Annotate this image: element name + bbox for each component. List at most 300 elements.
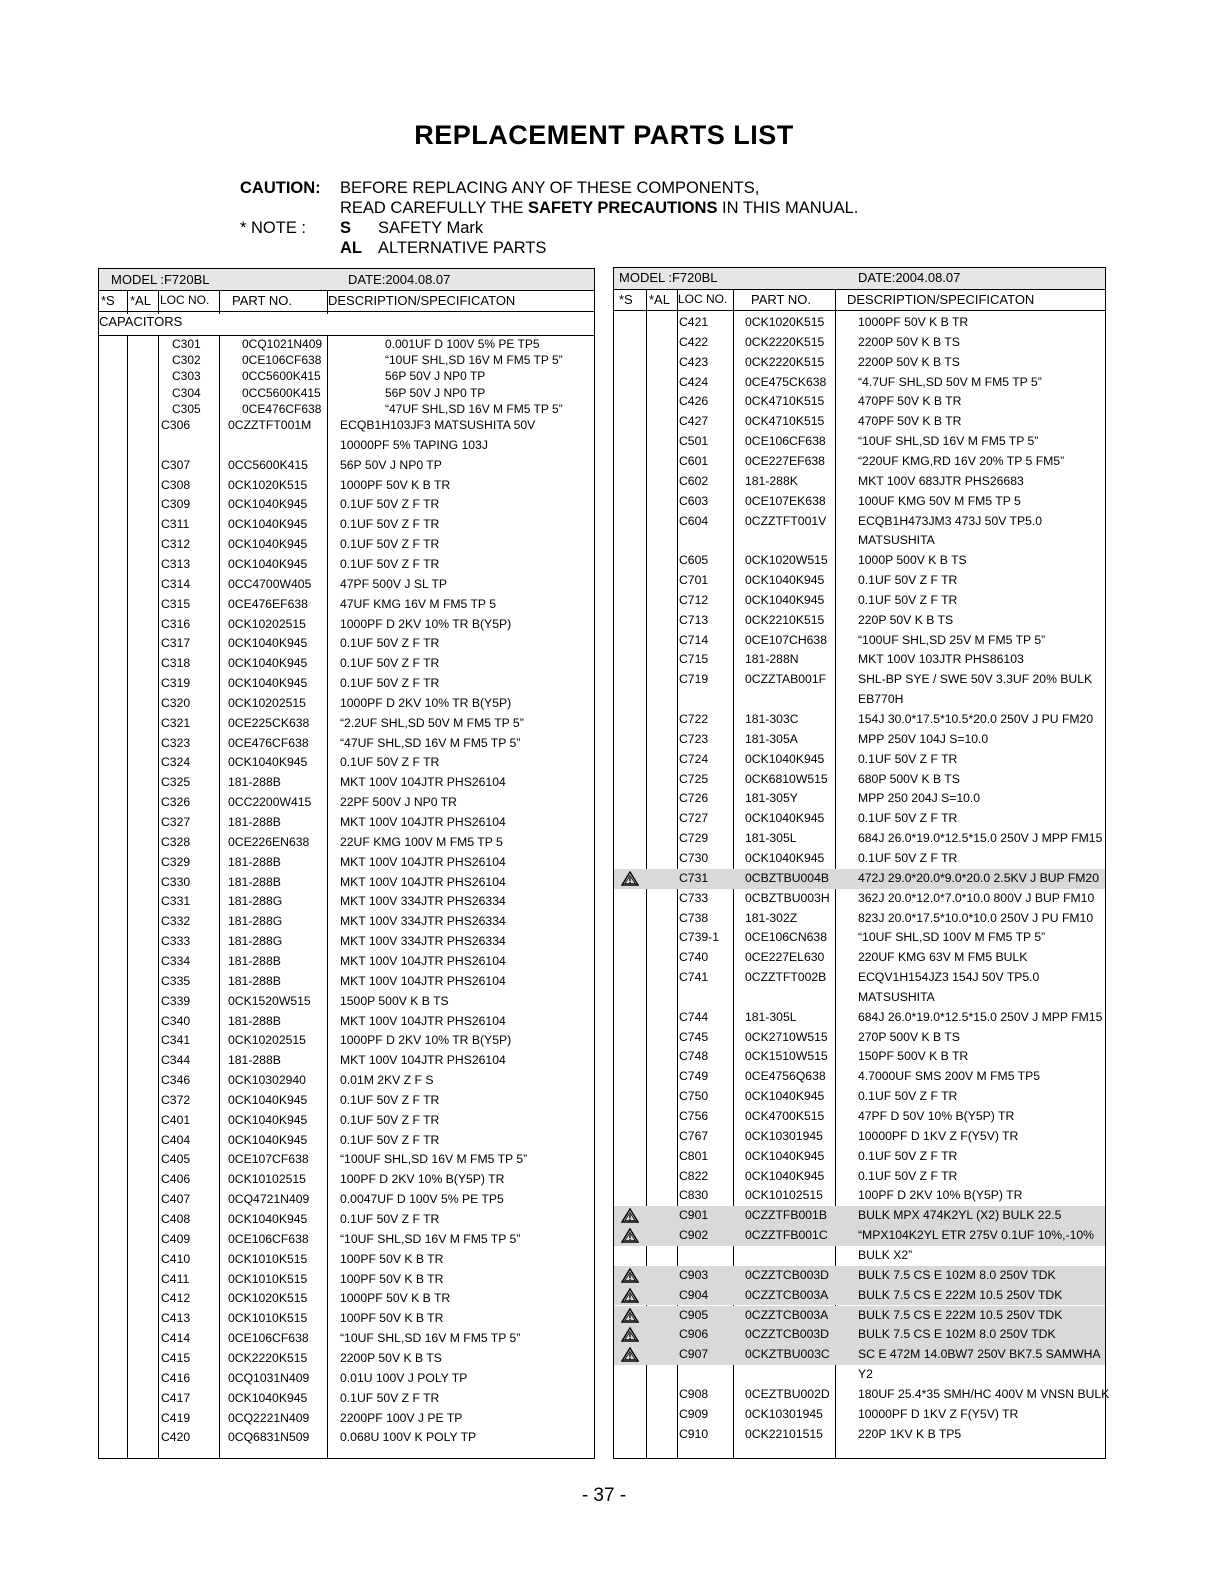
col-header-loc: LOC NO. bbox=[678, 292, 728, 306]
loc-cell: C332 bbox=[161, 914, 191, 929]
loc-cell: C767 bbox=[679, 1128, 709, 1143]
part-cell: 0CK1040K945 bbox=[228, 517, 308, 532]
loc-cell: C341 bbox=[161, 1033, 191, 1048]
loc-cell: C404 bbox=[161, 1132, 191, 1147]
table-row bbox=[614, 1325, 1105, 1345]
loc-cell: C902 bbox=[679, 1228, 709, 1243]
left-table-model-bar bbox=[99, 269, 594, 291]
desc-cell: MKT 100V 683JTR PHS26683 bbox=[858, 473, 1024, 488]
table-row bbox=[99, 1270, 594, 1290]
part-cell: 0CK1520W515 bbox=[228, 993, 311, 1008]
part-cell: 181-288G bbox=[228, 914, 283, 929]
table-row bbox=[99, 634, 594, 654]
table-row bbox=[614, 710, 1105, 730]
part-cell: 0CC4700W405 bbox=[228, 576, 312, 591]
loc-cell: C334 bbox=[161, 953, 191, 968]
loc-cell: C745 bbox=[679, 1029, 709, 1044]
table-row bbox=[99, 335, 594, 353]
part-cell: 181-305L bbox=[745, 1009, 797, 1024]
part-cell: 0CK1040K945 bbox=[745, 573, 825, 588]
loc-cell: C331 bbox=[161, 894, 191, 909]
desc-cell: MKT 100V 104JTR PHS26104 bbox=[340, 973, 506, 988]
loc-cell: C323 bbox=[161, 735, 191, 750]
table-row bbox=[99, 595, 594, 615]
desc-cell: BULK X2” bbox=[858, 1247, 913, 1262]
part-cell: 0CK1020K515 bbox=[228, 1291, 308, 1306]
loc-cell: C308 bbox=[161, 477, 191, 492]
part-cell: 0CE475CK638 bbox=[745, 374, 827, 389]
part-cell: 0CK1040K945 bbox=[745, 1089, 825, 1104]
loc-cell: C756 bbox=[679, 1109, 709, 1123]
desc-cell: 0.001UF D 100V 5% PE TP5 bbox=[385, 337, 540, 351]
desc-cell: 22PF 500V J NP0 TR bbox=[340, 795, 457, 810]
page-number: - 37 - bbox=[581, 1485, 627, 1506]
loc-cell: C315 bbox=[161, 596, 191, 611]
desc-cell: 100PF 50V K B TR bbox=[340, 1271, 444, 1286]
desc-cell: BULK MPX 474K2YL (X2) BULK 22.5 bbox=[858, 1208, 1062, 1223]
loc-cell: C325 bbox=[161, 775, 191, 790]
desc-cell: 154J 30.0*17.5*10.5*20.0 250V J PU FM20 bbox=[858, 712, 1094, 726]
table-row bbox=[99, 535, 594, 555]
part-cell: 181-288B bbox=[228, 953, 281, 968]
table-row bbox=[99, 654, 594, 674]
table-row bbox=[99, 1428, 594, 1448]
loc-cell: C335 bbox=[161, 973, 191, 988]
loc-cell: C304 bbox=[172, 385, 201, 400]
table-row bbox=[614, 1286, 1105, 1306]
table-row bbox=[99, 1329, 594, 1349]
table-row bbox=[614, 1087, 1105, 1107]
desc-cell: 220P 50V K B TS bbox=[858, 612, 954, 627]
part-cell: 181-303C bbox=[745, 712, 799, 726]
part-cell: 0CK1020K515 bbox=[228, 477, 308, 492]
col-header-s: *S bbox=[101, 293, 115, 308]
desc-cell: 0.1UF 50V Z F TR bbox=[340, 556, 440, 571]
part-cell: 0CK1010K515 bbox=[228, 1251, 308, 1266]
desc-cell: ECQB1H103JF3 MATSUSHITA 50V bbox=[340, 418, 536, 432]
desc-cell: 0.1UF 50V Z F TR bbox=[858, 573, 958, 588]
loc-cell: C415 bbox=[161, 1350, 191, 1365]
warning-triangle-icon bbox=[621, 871, 639, 886]
loc-cell: C328 bbox=[161, 834, 191, 849]
loc-cell: C744 bbox=[679, 1009, 709, 1024]
part-cell: 181-302Z bbox=[745, 910, 798, 925]
desc-cell: MKT 100V 104JTR PHS26104 bbox=[340, 854, 506, 869]
desc-cell: ECQB1H473JM3 473J 50V TP5.0 bbox=[858, 513, 1043, 528]
col-header-part: PART NO. bbox=[232, 293, 292, 308]
part-cell: 0CK1510W515 bbox=[745, 1049, 828, 1064]
caution-block bbox=[240, 178, 858, 258]
loc-cell: C339 bbox=[161, 993, 191, 1008]
part-cell: 0CZZTCB003A bbox=[745, 1287, 829, 1302]
desc-cell: MKT 100V 104JTR PHS26104 bbox=[340, 815, 506, 829]
table-row bbox=[99, 1230, 594, 1250]
part-cell: 0CE227EF638 bbox=[745, 453, 825, 468]
col-header-desc: DESCRIPTION/SPECIFICATON bbox=[847, 292, 1035, 307]
loc-cell: C344 bbox=[161, 1053, 191, 1068]
loc-cell: C314 bbox=[161, 576, 191, 591]
desc-cell: 100UF KMG 50V M FM5 TP 5 bbox=[858, 493, 1021, 508]
col-header-part: PART NO. bbox=[751, 292, 811, 307]
loc-cell: C372 bbox=[161, 1092, 191, 1107]
loc-cell: C605 bbox=[679, 553, 709, 568]
desc-cell: 684J 26.0*19.0*12.5*15.0 250V J MPP FM15 bbox=[858, 831, 1103, 846]
part-cell: 0CE107CF638 bbox=[228, 1152, 309, 1167]
part-cell: 0CK10202515 bbox=[228, 616, 306, 631]
table-row bbox=[99, 1012, 594, 1032]
part-cell: 0CK22101515 bbox=[745, 1426, 823, 1441]
table-row bbox=[99, 352, 594, 369]
table-row bbox=[614, 611, 1105, 631]
part-cell: 181-288B bbox=[228, 1013, 281, 1028]
table-row bbox=[99, 1369, 594, 1389]
part-cell: 0CZZTFB001C bbox=[745, 1228, 828, 1243]
table-row bbox=[614, 988, 1105, 1008]
part-cell: 181-288B bbox=[228, 854, 281, 869]
desc-cell: “10UF SHL,SD 100V M FM5 TP 5” bbox=[858, 930, 1046, 945]
loc-cell: C723 bbox=[679, 731, 709, 746]
loc-cell: C324 bbox=[161, 755, 191, 770]
loc-cell: C312 bbox=[161, 537, 191, 552]
table-row bbox=[99, 873, 594, 893]
part-cell: 0CZZTAB001F bbox=[745, 672, 827, 687]
loc-cell: C340 bbox=[161, 1013, 191, 1028]
desc-cell: 0.1UF 50V Z F TR bbox=[340, 1390, 440, 1405]
desc-cell: 0.068U 100V K POLY TP bbox=[340, 1430, 477, 1445]
part-cell: 181-288B bbox=[228, 815, 281, 829]
loc-cell: C410 bbox=[161, 1251, 191, 1266]
desc-cell: 2200P 50V K B TS bbox=[340, 1350, 442, 1365]
part-cell: 0CK10302940 bbox=[228, 1073, 306, 1088]
desc-cell: 1000PF 50V K B TR bbox=[340, 1291, 451, 1306]
desc-cell: “220UF KMG,RD 16V 20% TP 5 FM5” bbox=[858, 453, 1065, 468]
warning-triangle-icon bbox=[621, 1308, 639, 1323]
part-cell: 0CZZTFT001M bbox=[228, 418, 312, 432]
desc-cell: 100PF D 2KV 10% B(Y5P) TR bbox=[340, 1172, 505, 1187]
desc-cell: 0.1UF 50V Z F TR bbox=[340, 1112, 440, 1127]
loc-cell: C822 bbox=[679, 1168, 709, 1183]
left-date: DATE:2004.08.07 bbox=[348, 272, 451, 287]
table-row bbox=[99, 813, 594, 833]
desc-cell: 0.01U 100V J POLY TP bbox=[340, 1370, 468, 1385]
table-row bbox=[614, 889, 1105, 909]
loc-cell: C905 bbox=[679, 1307, 709, 1322]
table-row bbox=[99, 555, 594, 575]
table-row bbox=[99, 416, 594, 436]
part-cell: 0CK1040K945 bbox=[228, 1390, 308, 1405]
table-row bbox=[614, 1107, 1105, 1127]
table-row bbox=[99, 615, 594, 635]
desc-cell: 472J 29.0*20.0*9.0*20.0 2.5KV J BUP FM20 bbox=[858, 870, 1099, 885]
part-cell: 0CE476EF638 bbox=[228, 596, 308, 611]
part-cell: 0CK1010K515 bbox=[228, 1271, 308, 1286]
desc-cell: 56P 50V J NP0 TP bbox=[385, 385, 486, 400]
desc-cell: 2200PF 100V J PE TP bbox=[340, 1410, 463, 1425]
table-row bbox=[99, 833, 594, 853]
table-row bbox=[99, 1210, 594, 1230]
desc-cell: 0.1UF 50V Z F TR bbox=[858, 592, 958, 607]
part-cell: 0CQ1021N409 bbox=[242, 337, 323, 351]
desc-cell: 2200P 50V K B TS bbox=[858, 334, 960, 349]
desc-cell: 470PF 50V K B TR bbox=[858, 414, 962, 429]
desc-cell: EB770H bbox=[858, 692, 904, 707]
desc-cell: 0.1UF 50V Z F TR bbox=[858, 811, 958, 826]
desc-cell: 10000PF D 1KV Z F(Y5V) TR bbox=[858, 1128, 1019, 1143]
warning-triangle-icon bbox=[621, 1208, 639, 1223]
loc-cell: C406 bbox=[161, 1172, 191, 1187]
part-cell: 0CZZTFB001B bbox=[745, 1208, 827, 1223]
desc-cell: 0.1UF 50V Z F TR bbox=[340, 636, 440, 651]
part-cell: 181-288B bbox=[228, 1053, 281, 1068]
part-cell: 0CK10301945 bbox=[745, 1406, 823, 1421]
table-row bbox=[99, 456, 594, 476]
loc-cell: C316 bbox=[161, 616, 191, 631]
desc-cell: MATSUSHITA bbox=[858, 533, 935, 548]
table-row bbox=[614, 770, 1105, 790]
table-row bbox=[99, 515, 594, 535]
loc-cell: C906 bbox=[679, 1327, 709, 1342]
desc-cell: “10UF SHL,SD 16V M FM5 TP 5” bbox=[385, 352, 563, 367]
table-row bbox=[99, 912, 594, 932]
desc-cell: MKT 100V 334JTR PHS26334 bbox=[340, 934, 506, 949]
table-row bbox=[99, 972, 594, 992]
part-cell: 0CK10102515 bbox=[228, 1172, 306, 1187]
desc-cell: 362J 20.0*12.0*7.0*10.0 800V J BUP FM10 bbox=[858, 890, 1095, 905]
loc-cell: C715 bbox=[679, 652, 709, 667]
desc-cell: 0.1UF 50V Z F TR bbox=[858, 1089, 958, 1104]
part-cell: 181-288G bbox=[228, 934, 283, 949]
part-cell: 0CK1020W515 bbox=[745, 553, 828, 568]
table-row bbox=[614, 869, 1105, 889]
part-cell: 0CE107CH638 bbox=[745, 632, 827, 647]
loc-cell: C739-1 bbox=[679, 930, 719, 945]
part-cell: 0CBZTBU003H bbox=[745, 890, 830, 905]
loc-cell: C907 bbox=[679, 1347, 709, 1362]
part-cell: 0CK1040K945 bbox=[228, 497, 308, 512]
desc-cell: “47UF SHL,SD 16V M FM5 TP 5” bbox=[385, 402, 563, 416]
right-table-header-row bbox=[614, 289, 1105, 311]
desc-cell: “10UF SHL,SD 16V M FM5 TP 5” bbox=[340, 1231, 521, 1246]
desc-cell: 47PF 500V J SL TP bbox=[340, 576, 448, 591]
loc-cell: C414 bbox=[161, 1331, 191, 1346]
desc-cell: “47UF SHL,SD 16V M FM5 TP 5” bbox=[340, 735, 521, 750]
part-cell: 181-288B bbox=[228, 874, 281, 889]
loc-cell: C327 bbox=[161, 815, 191, 829]
part-cell: 181-288B bbox=[228, 973, 281, 988]
loc-cell: C741 bbox=[679, 970, 709, 985]
desc-cell: “4.7UF SHL,SD 50V M FM5 TP 5” bbox=[858, 374, 1042, 389]
part-cell: 0CC5600K415 bbox=[242, 385, 321, 400]
loc-cell: C726 bbox=[679, 791, 709, 806]
loc-cell: C801 bbox=[679, 1148, 709, 1163]
part-cell: 0CK1040K945 bbox=[745, 811, 825, 826]
loc-cell: C321 bbox=[161, 715, 191, 730]
caution-line2-pre: READ CAREFULLY THE bbox=[340, 199, 524, 217]
loc-cell: C319 bbox=[161, 676, 191, 691]
loc-cell: C333 bbox=[161, 934, 191, 949]
table-row bbox=[614, 512, 1105, 532]
loc-cell: C701 bbox=[679, 573, 709, 588]
table-row bbox=[99, 1031, 594, 1051]
loc-cell: C318 bbox=[161, 656, 191, 671]
note-al-text: ALTERNATIVE PARTS bbox=[378, 239, 547, 257]
page-title: REPLACEMENT PARTS LIST bbox=[414, 120, 794, 150]
loc-cell: C401 bbox=[161, 1112, 191, 1127]
loc-cell: C713 bbox=[679, 612, 709, 627]
loc-cell: C501 bbox=[679, 434, 709, 449]
loc-cell: C420 bbox=[161, 1430, 191, 1445]
desc-cell: MKT 100V 104JTR PHS26104 bbox=[340, 1053, 506, 1068]
part-cell: 0CC5600K415 bbox=[228, 457, 308, 472]
desc-cell: 56P 50V J NP0 TP bbox=[385, 369, 486, 383]
desc-cell: 0.1UF 50V Z F TR bbox=[340, 1092, 440, 1107]
note-al-key: AL bbox=[340, 239, 362, 257]
desc-cell: 0.1UF 50V Z F TR bbox=[858, 751, 958, 766]
table-row bbox=[99, 952, 594, 972]
part-cell: 0CK4700K515 bbox=[745, 1109, 825, 1123]
desc-cell: 1000PF D 2KV 10% TR B(Y5P) bbox=[340, 695, 512, 710]
loc-cell: C305 bbox=[172, 402, 201, 416]
desc-cell: 0.1UF 50V Z F TR bbox=[340, 1212, 440, 1226]
table-row bbox=[99, 1309, 594, 1329]
table-row bbox=[614, 432, 1105, 452]
loc-cell: C602 bbox=[679, 473, 709, 488]
loc-cell: C725 bbox=[679, 771, 709, 786]
loc-cell: C903 bbox=[679, 1267, 709, 1282]
table-row bbox=[99, 575, 594, 595]
desc-cell: “10UF SHL,SD 16V M FM5 TP 5” bbox=[340, 1331, 521, 1346]
desc-cell: 0.01M 2KV Z F S bbox=[340, 1073, 434, 1088]
loc-cell: C306 bbox=[161, 418, 191, 432]
loc-cell: C313 bbox=[161, 556, 191, 571]
table-row bbox=[614, 571, 1105, 591]
desc-cell: 684J 26.0*19.0*12.5*15.0 250V J MPP FM15 bbox=[858, 1009, 1103, 1024]
desc-cell: 1000P 500V K B TS bbox=[858, 553, 967, 568]
safety-precautions-text: SAFETY PRECAUTIONS bbox=[527, 199, 718, 217]
desc-cell: MPP 250V 104J S=10.0 bbox=[858, 731, 989, 746]
part-cell: 0CK2220K515 bbox=[228, 1350, 308, 1365]
part-cell: 181-288N bbox=[745, 652, 799, 667]
desc-cell: SC E 472M 14.0BW7 250V BK7.5 SAMWHA bbox=[858, 1347, 1101, 1362]
table-row bbox=[614, 591, 1105, 611]
part-cell: 0CK1040K945 bbox=[745, 592, 825, 607]
desc-cell: MPP 250 204J S=10.0 bbox=[858, 791, 981, 806]
loc-cell: C724 bbox=[679, 751, 709, 766]
loc-cell: C302 bbox=[172, 352, 201, 367]
part-cell: 0CK2220K515 bbox=[745, 354, 825, 369]
table-row bbox=[614, 849, 1105, 869]
table-row bbox=[614, 789, 1105, 809]
part-cell: 181-288B bbox=[228, 775, 281, 790]
desc-cell: 0.1UF 50V Z F TR bbox=[340, 656, 440, 671]
loc-cell: C407 bbox=[161, 1192, 191, 1207]
loc-cell: C330 bbox=[161, 874, 191, 889]
part-cell: 0CE227EL630 bbox=[745, 950, 825, 965]
desc-cell: 100PF 50V K B TR bbox=[340, 1311, 444, 1326]
part-cell: 0CK1040K945 bbox=[745, 751, 825, 766]
table-row bbox=[99, 694, 594, 714]
table-row bbox=[614, 670, 1105, 690]
part-cell: 0CK10202515 bbox=[228, 1033, 306, 1048]
loc-cell: C722 bbox=[679, 712, 709, 726]
loc-cell: C910 bbox=[679, 1426, 709, 1441]
table-row bbox=[99, 853, 594, 873]
part-cell: 0CK1040K945 bbox=[228, 1212, 308, 1226]
part-cell: 0CK1040K945 bbox=[228, 676, 308, 691]
loc-cell: C416 bbox=[161, 1370, 191, 1385]
desc-cell: 10000PF D 1KV Z F(Y5V) TR bbox=[858, 1406, 1019, 1421]
part-cell: 0CK4710K515 bbox=[745, 394, 825, 409]
table-row bbox=[614, 1306, 1105, 1326]
table-row bbox=[99, 1409, 594, 1429]
part-cell: 0CE106CF638 bbox=[745, 434, 826, 449]
loc-cell: C424 bbox=[679, 374, 709, 389]
table-row bbox=[614, 1226, 1105, 1246]
part-cell: 0CZZTFT002B bbox=[745, 970, 827, 985]
loc-cell: C405 bbox=[161, 1152, 191, 1167]
loc-cell: C733 bbox=[679, 890, 709, 905]
table-row bbox=[99, 436, 594, 456]
loc-cell: C411 bbox=[161, 1271, 190, 1286]
loc-cell: C317 bbox=[161, 636, 191, 651]
desc-cell: 220P 1KV K B TP5 bbox=[858, 1426, 962, 1441]
table-row bbox=[99, 495, 594, 515]
table-row bbox=[614, 909, 1105, 929]
desc-cell: MKT 100V 334JTR PHS26334 bbox=[340, 914, 506, 929]
right-model: MODEL :F720BL bbox=[619, 270, 718, 285]
desc-cell: 0.1UF 50V Z F TR bbox=[340, 755, 440, 770]
table-row bbox=[99, 1170, 594, 1190]
part-cell: 0CE106CF638 bbox=[228, 1331, 309, 1346]
part-cell: 181-305L bbox=[745, 831, 797, 846]
note-s-text: SAFETY Mark bbox=[378, 219, 484, 237]
part-cell: 0CE106CN638 bbox=[745, 930, 827, 945]
part-cell: 0CK1040K945 bbox=[228, 1092, 308, 1107]
loc-cell: C738 bbox=[679, 910, 709, 925]
table-row bbox=[614, 650, 1105, 670]
part-cell: 0CZZTFT001V bbox=[745, 513, 827, 528]
desc-cell: BULK 7.5 CS E 102M 8.0 250V TDK bbox=[858, 1267, 1056, 1282]
table-row bbox=[614, 928, 1105, 948]
part-cell: 0CK1040K945 bbox=[228, 755, 308, 770]
part-cell: 0CE107EK638 bbox=[745, 493, 826, 508]
desc-cell: 0.1UF 50V Z F TR bbox=[340, 676, 440, 691]
table-row bbox=[99, 385, 594, 402]
table-row bbox=[99, 753, 594, 773]
table-row bbox=[614, 1067, 1105, 1087]
desc-cell: 823J 20.0*17.5*10.0*10.0 250V J PU FM10 bbox=[858, 910, 1094, 925]
table-row bbox=[99, 1111, 594, 1131]
desc-cell: 10000PF 5% TAPING 103J bbox=[340, 437, 488, 452]
loc-cell: C427 bbox=[679, 414, 709, 429]
desc-cell: 1000PF D 2KV 10% TR B(Y5P) bbox=[340, 1033, 512, 1048]
desc-cell: MKT 100V 104JTR PHS26104 bbox=[340, 953, 506, 968]
table-row bbox=[99, 1051, 594, 1071]
table-row bbox=[99, 1250, 594, 1270]
part-cell: 0CKZTBU003C bbox=[745, 1347, 830, 1362]
table-row bbox=[614, 1425, 1105, 1445]
desc-cell: 1000PF D 2KV 10% TR B(Y5P) bbox=[340, 616, 512, 631]
table-row bbox=[614, 333, 1105, 353]
table-row bbox=[614, 1008, 1105, 1028]
part-cell: 0CC5600K415 bbox=[242, 369, 321, 383]
desc-cell: 0.1UF 50V Z F TR bbox=[858, 850, 958, 865]
loc-cell: C311 bbox=[161, 517, 190, 532]
desc-cell: Y2 bbox=[858, 1367, 873, 1382]
loc-cell: C408 bbox=[161, 1212, 191, 1226]
part-cell: 0CQ2221N409 bbox=[228, 1410, 310, 1425]
desc-cell: MKT 100V 104JTR PHS26104 bbox=[340, 1013, 506, 1028]
